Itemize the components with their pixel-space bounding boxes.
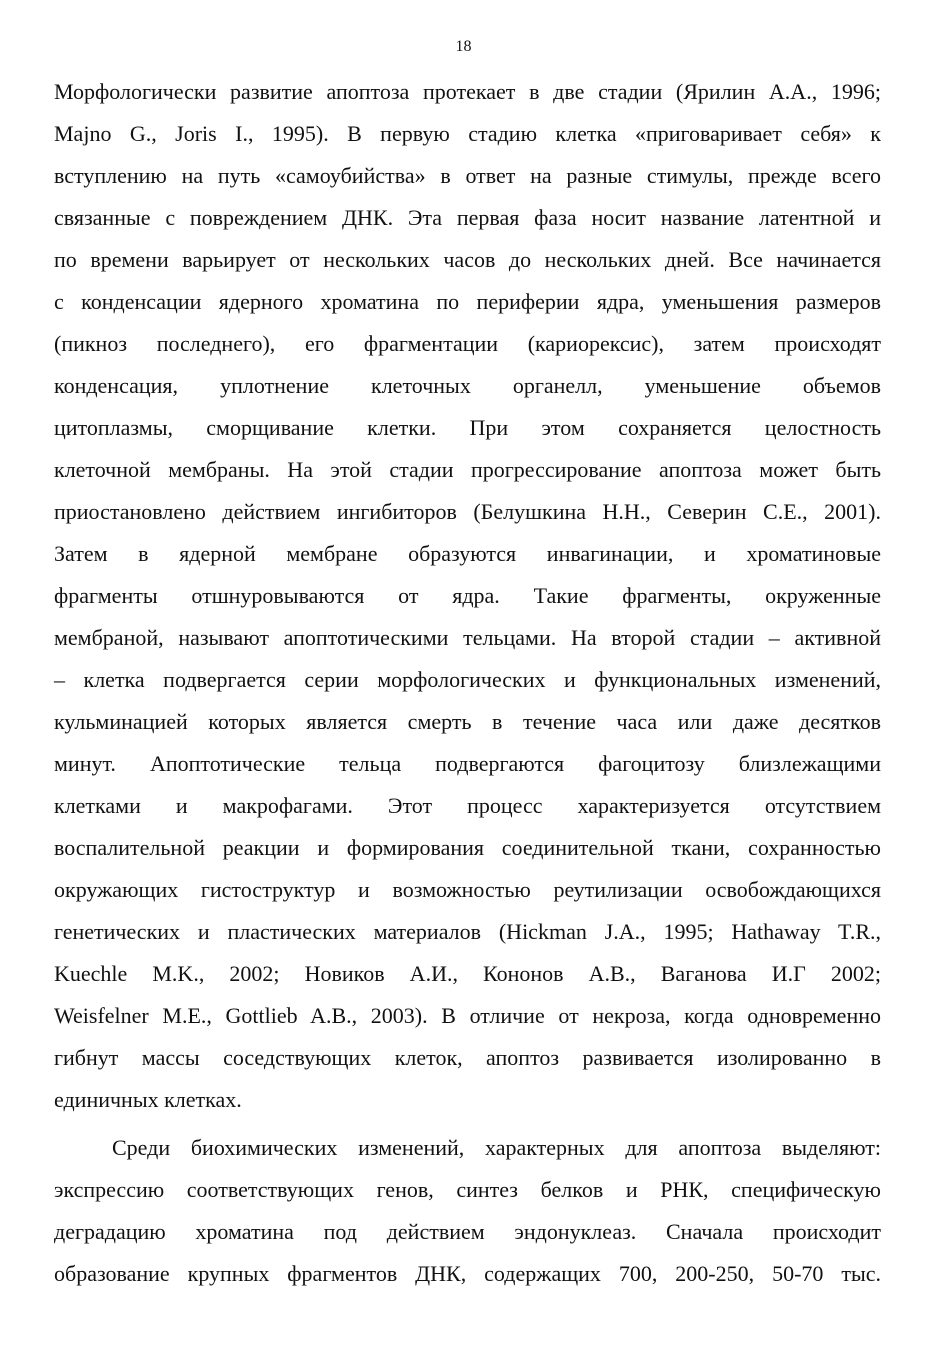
text-line: образование крупных фрагментов ДНК, содержащих 700, 200-250, 50-70 тыс.: [54, 1261, 881, 1286]
text-line: приостановлено действием ингибиторов (Белушкина Н.Н., Северин С.Е., 2001).: [54, 499, 881, 524]
text-line: (пикноз последнего), его фрагментации (кариорексис), затем происходят: [54, 331, 881, 356]
text-line: Kuechle M.K., 2002; Новиков А.И., Кононов А.В., Ваганова И.Г 2002;: [54, 961, 881, 986]
text-line: гибнут массы соседствующих клеток, апоптоз развивается изолированно в: [54, 1045, 881, 1070]
text-line: кульминацией которых является смерть в течение часа или даже десятков: [54, 709, 881, 734]
text-line: – клетка подвергается серии морфологических и функциональных изменений,: [54, 667, 881, 692]
text-line: с конденсации ядерного хроматина по периферии ядра, уменьшения размеров: [54, 289, 881, 314]
text-line: цитоплазмы, сморщивание клетки. При этом сохраняется целостность: [54, 415, 881, 440]
text-line: Weisfelner M.E., Gottlieb A.B., 2003). В отличие от некроза, когда одновременно: [54, 1003, 881, 1028]
text-line: Majno G., Joris I., 1995). В первую стадию клетка «приговаривает себя» к: [54, 121, 881, 146]
text-line: воспалительной реакции и формирования соединительной ткани, сохранностью: [54, 835, 881, 860]
text-line: Среди биохимических изменений, характерных для апоптоза выделяют:: [112, 1135, 881, 1160]
text-line: конденсация, уплотнение клеточных органелл, уменьшение объемов: [54, 373, 881, 398]
text-line: единичных клетках.: [54, 1087, 242, 1112]
text-line: генетических и пластических материалов (Hickman J.A., 1995; Hathaway T.R.,: [54, 919, 881, 944]
page-number: 18: [455, 38, 472, 55]
text-line: связанные с повреждением ДНК. Эта первая фаза носит название латентной и: [54, 205, 881, 230]
text-line: по времени варьирует от нескольких часов до нескольких дней. Все начинается: [54, 247, 881, 272]
text-line: клетками и макрофагами. Этот процесс характеризуется отсутствием: [54, 793, 881, 818]
text-line: минут. Апоптотические тельца подвергаются фагоцитозу близлежащими: [54, 751, 881, 776]
text-line: клеточной мембраны. На этой стадии прогрессирование апоптоза может быть: [54, 457, 881, 482]
text-line: вступлению на путь «самоубийства» в ответ на разные стимулы, прежде всего: [54, 163, 881, 188]
text-line: экспрессию соответствующих генов, синтез белков и РНК, специфическую: [54, 1177, 881, 1202]
text-line: деградацию хроматина под действием эндонуклеаз. Сначала происходит: [54, 1219, 881, 1244]
text-line: Затем в ядерной мембране образуются инвагинации, и хроматиновые: [54, 541, 881, 566]
text-line: окружающих гистоструктур и возможностью реутилизации освобождающихся: [54, 877, 881, 902]
text-line: Морфологически развитие апоптоза протекает в две стадии (Ярилин А.А., 1996;: [54, 79, 881, 104]
text-line: мембраной, называют апоптотическими тельцами. На второй стадии – активной: [54, 625, 881, 650]
text-line: фрагменты отшнуровываются от ядра. Такие фрагменты, окруженные: [54, 583, 881, 608]
